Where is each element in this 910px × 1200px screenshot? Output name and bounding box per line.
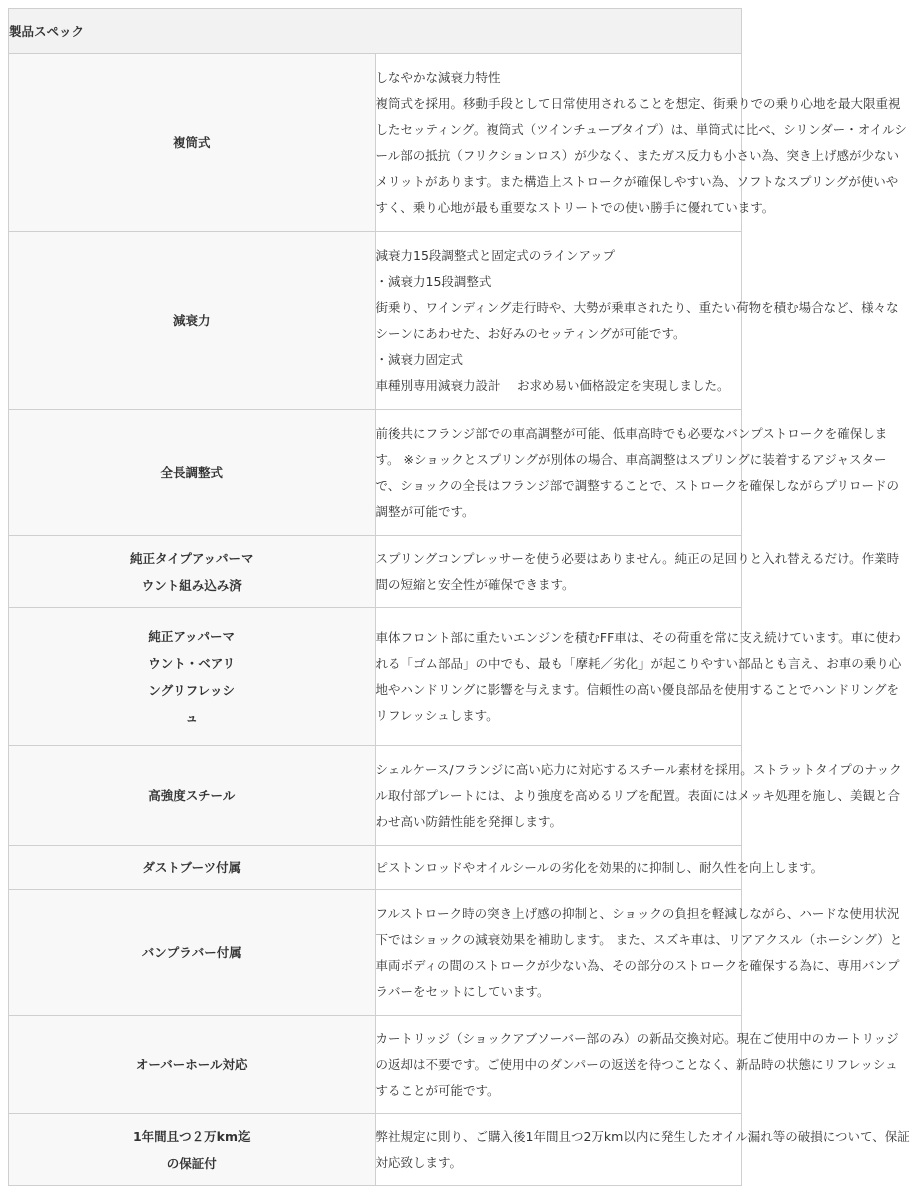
spec-row-description-line: 街乗り、ワインディング走行時や、大勢が乗車されたり、重たい荷物を積む場合など、様々な [375,299,899,315]
spec-row-label-line: 高強度スチール [148,788,236,803]
spec-row [9,746,742,846]
spec-row-description-line: 調整が可能です。 [375,503,475,519]
spec-row-label-line: 複筒式 [172,135,211,150]
spec-row-description [375,746,902,846]
spec-row-label [9,746,376,846]
spec-table-header-row [9,9,742,54]
spec-row [9,1114,742,1186]
spec-row-description-line: ・減衰力15段調整式 [375,273,492,289]
spec-row-description-line: スプリングコンプレッサーを使う必要はありません。純正の足回りと入れ替えるだけ。作業時 [375,550,900,566]
spec-row-label-line: オーバーホール対応 [135,1057,248,1072]
spec-row-description-line: 減衰力15段調整式と固定式のラインアップ [375,247,616,263]
spec-row [9,410,742,536]
spec-row [9,1016,742,1114]
spec-row-description-line: フルストローク時の突き上げ感の抑制と、ショックの負担を軽減しながら、ハードな使用状況 [375,905,900,921]
spec-row-label [9,410,376,536]
spec-row-description-line: ール部の抵抗（フリクションロス）が少なく、またガス反力も小さい為、突き上げ感が少ない [375,147,900,163]
spec-row-description-line: 複筒式を採用。移動手段として日常使用されることを想定、街乗りでの乗り心地を最大限重視 [375,95,901,111]
spec-table-body [9,54,910,1186]
spec-row-label [9,1016,376,1114]
spec-row [9,846,742,890]
spec-row-label [9,608,376,746]
spec-row-label-line: ウント組み込み済 [141,577,242,593]
spec-row-description-line: メリットがあります。また構造上ストロークが確保しやすい為、ソフトなスプリングが使いや [375,173,899,189]
spec-row-description [375,890,903,1016]
spec-row-description-line: 車種別専用減衰力設計 お求め易い価格設定を実現しました。 [375,377,730,393]
spec-row-description-line: ピストンロッドやオイルシールの劣化を効果的に抑制し、耐久性を向上します。 [375,859,824,875]
spec-row-description-line: わせ高い防錆性能を発揮します。 [375,813,563,829]
spec-row-label-line: ダストブーツ付属 [142,860,242,875]
spec-row-description-line: 間の短縮と安全性が確保できます。 [375,576,575,592]
spec-row-description-line: 車両ボディの間のストロークが少ない為、その部分のストロークを確保する為に、専用バンプ [375,957,900,973]
spec-row-description-line: リフレッシュします。 [375,707,499,723]
spec-row-description [375,536,900,608]
spec-row-description [375,608,902,746]
spec-row-label [9,536,376,608]
spec-row-description-line: す。 ※ショックとスプリングが別体の場合、車高調整はスプリングに装着するアジャスター [375,451,887,467]
spec-row-description-line: の返却は不要です。ご使用中のダンパーの返送を待つことなく、新品時の状態にリフレッシュ [375,1056,898,1072]
spec-row-description-line: で、ショックの全長はフランジ部で調整することで、ストロークを確保しながらプリロードの [375,477,899,493]
spec-row [9,890,742,1016]
spec-row-label [9,1114,376,1186]
spec-row-label-line: 全長調整式 [160,465,223,480]
spec-row-description-line: すく、乗り心地が最も重要なストリートでの使い勝手に優れています。 [375,199,775,215]
spec-row-description-line: 前後共にフランジ部での車高調整が可能、低車高時でも必要なバンプストロークを確保しま [375,425,888,441]
spec-row-label-line: 1年間且つ２万km迄 [132,1128,251,1144]
spec-row-description-line: したセッティング。複筒式（ツインチューブタイプ）は、単筒式に比べ、シリンダー・オイルシ [375,121,907,137]
spec-row-label-line: 純正タイプアッパーマ [129,550,254,566]
spec-row-label-line: ングリフレッシ [148,682,236,698]
spec-row-description-line: シーンにあわせた、お好みのセッティングが可能です。 [375,325,686,341]
spec-row-label-line: 減衰力 [172,313,211,328]
spec-row-description-line: シェルケース/フランジに高い応力に対応するスチール素材を採用。ストラットタイプのナック [375,761,902,777]
spec-row-description-line: ・減衰力固定式 [375,351,464,367]
spec-row-label [9,54,376,232]
spec-row-description-line: 弊社規定に則り、ご購入後1年間且つ2万km以内に発生したオイル漏れ等の破損について、保証 [375,1128,910,1144]
spec-row-description-line: 地やハンドリングに影響を与えます。信頼性の高い優良部品を使用することでハンドリングを [375,681,900,697]
spec-row-description-line: しなやかな減衰力特性 [375,69,501,85]
spec-row [9,608,742,746]
spec-row-description [375,54,907,232]
spec-row-description-line: 車体フロント部に重たいエンジンを積むFF車は、その荷重を常に支え続けています。車に使わ [375,629,901,645]
spec-row-label-line: バンプラバー付属 [141,945,242,960]
spec-row-description-line: れる「ゴム部品」の中でも、最も「摩耗／劣化」が起こりやすい部品とも言え、お車の乗り心 [375,655,902,671]
spec-row [9,536,742,608]
spec-row [9,54,742,232]
spec-row-label-line: の保証付 [166,1155,217,1171]
spec-row-description [375,1016,899,1114]
spec-row-description-line: 対応致します。 [375,1154,463,1170]
spec-row-description-line: することが可能です。 [375,1082,500,1098]
spec-row-description [375,846,824,890]
spec-row-label [9,232,376,410]
spec-table-container [8,8,910,1186]
spec-row-label-line: 純正アッパーマ [148,628,236,644]
spec-row-label [9,846,376,890]
spec-table [8,8,910,1186]
spec-row-description-line: カートリッジ（ショックアブソーバー部のみ）の新品交換対応。現在ご使用中のカートリッジ [375,1030,899,1046]
spec-row-description [375,232,899,410]
spec-row-label-line: ウント・ベアリ [148,655,236,671]
spec-row-description [375,1114,910,1186]
spec-row-label [9,890,376,1016]
spec-row-description [375,410,899,536]
spec-row-description-line: 下ではショックの減衰効果を補助します。 また、スズキ車は、リアアクスル（ホーシング）と [375,931,903,947]
spec-row-description-line: ル取付部プレートには、より強度を高めるリブを配置。表面にはメッキ処理を施し、美観と合 [375,787,901,803]
spec-table-title: 製品スペック [9,9,742,54]
spec-row-description-line: ラバーをセットにしています。 [375,983,550,999]
spec-row-label-line: ュ [185,709,198,725]
spec-row [9,232,742,410]
